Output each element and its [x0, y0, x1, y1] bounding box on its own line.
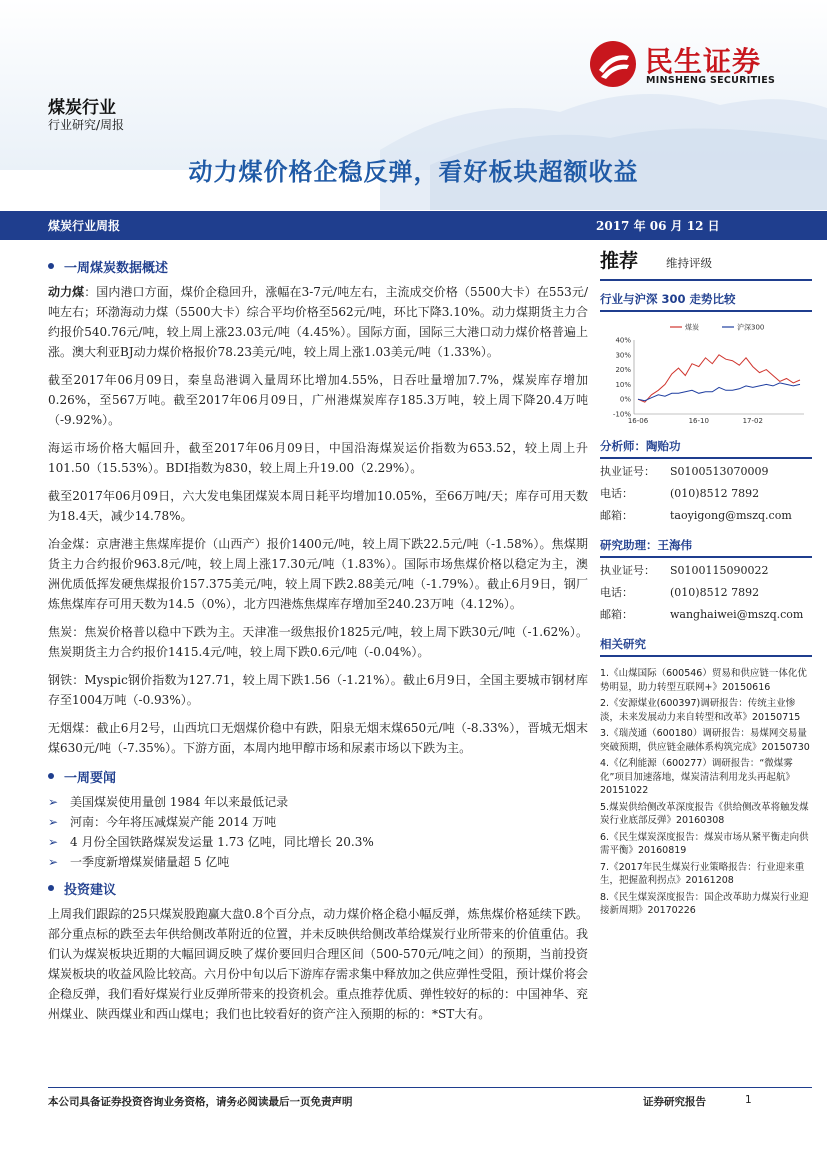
report-type: 行业研究/周报	[48, 118, 125, 132]
footer-label: 证券研究报告	[643, 1096, 706, 1108]
series-line-hs300	[638, 383, 800, 401]
assistant-email[interactable]: wanghaiwei@mszq.com	[670, 608, 804, 621]
section-advice-title: 投资建议	[64, 882, 117, 898]
y-tick-label: 20%	[615, 366, 631, 375]
footer-divider	[48, 1087, 812, 1088]
assistant-row: 执业证号： S0100115090022	[600, 564, 769, 577]
related-item: 6.《民生煤炭深度报告：煤炭市场从紧平衡走向供需平衡》20160819	[600, 831, 809, 856]
section-overview-title: 一周煤炭数据概述	[64, 260, 169, 276]
related-research-list	[600, 667, 812, 918]
arrow-bullet-icon: ➢	[48, 815, 59, 829]
bullet-icon	[48, 773, 54, 779]
bullet-icon	[48, 885, 54, 891]
sidebar	[600, 246, 812, 921]
analyst-row: 执业证号： S0100513070009	[600, 465, 769, 478]
footer-disclaimer: 本公司具备证券投资咨询业务资格，请务必阅读最后一页免责声明	[48, 1096, 353, 1108]
related-item: 4.《亿利能源（600277）调研报告：“微煤雾化”项目加速落地，煤炭清洁利用龙头再起航》20151022	[600, 758, 795, 796]
report-date: 2017 年 06 月 12 日	[596, 219, 720, 233]
arrow-bullet-icon: ➢	[48, 835, 59, 849]
related-item: 1.《山煤国际（600546）贸易和供应链一体化优势明显，助力转型互联网+》20150616	[600, 668, 807, 693]
paragraph-port-inventory: 截至2017年06月09日，秦皇岛港调入量周环比增加4.55%，日吞吐量增加7.7%，煤炭库存增加0.26%，至567万吨。截至2017年06月09日，广州港煤炭库存185.3万吨，较上周下降20.4万吨（-9.92%）。	[48, 373, 588, 427]
industry-label: 煤炭行业	[48, 98, 116, 118]
main-content	[48, 256, 588, 1032]
news-item: ➢ 4 月份全国铁路煤炭发运量 1.73 亿吨，同比增长 20.3%	[48, 832, 588, 852]
paragraph-steel: 钢铁：Myspic钢价指数为127.71，较上周下跌1.56（-1.21%）。截止6月9日，全国主要城市钢材库存至1004万吨（-0.93%）。	[48, 673, 588, 707]
related-heading: 相关研究	[600, 636, 812, 657]
news-item: ➢ 河南：今年将压减煤炭产能 2014 万吨	[48, 812, 588, 832]
performance-chart	[600, 318, 812, 428]
x-tick-label: 17-02	[742, 417, 763, 425]
assistant-row: 电话： (010)8512 7892	[600, 586, 760, 599]
rating-sub: 维持评级	[666, 256, 713, 270]
section-overview	[48, 256, 588, 276]
brand-name-en: MINSHENG SECURITIES	[646, 75, 776, 86]
related-item: 8.《民生煤炭深度报告：国企改革助力煤炭行业迎接新周期》20170226	[600, 891, 809, 916]
related-item: 3.《瑞茂通（600180）调研报告：易煤网交易量突破预期，供应链金融体系构筑完成》20150730	[600, 728, 810, 753]
lead-thermal-coal: 动力煤	[48, 285, 85, 299]
analyst-email[interactable]: taoyigong@mszq.com	[670, 509, 792, 522]
analyst-row: 邮箱： taoyigong@mszq.com	[600, 505, 812, 527]
related-item: 2.《安源煤业(600397)调研报告：传统主业惨淡，未来发展动力来自转型和改革》20150715	[600, 698, 801, 723]
rating-main: 推荐	[600, 250, 639, 272]
paragraph-investment-advice: 上周我们跟踪的25只煤炭股跑赢大盘0.8个百分点，动力煤价格企稳小幅反弹，炼焦煤价格延续下跌。部分重点标的跌至去年供给侧改革附近的位置，并未反映供给侧改革给煤炭行业所带来的价值重估。我们认为煤炭板块近期的大幅回调反映了煤价要回归合理区间（500-570元/吨之间）的预期，当前投资煤炭板块的收益风险比较高。六月份中旬以后下游库存需求集中释放加之供应弹性受阻，预计煤价将会企稳反弹，我们看好煤炭行业反弹所带来的投资机会。重点推荐优质、弹性较好的标的：中国神华、兖州煤业、陕西煤业和西山煤电；我们也比较看好的资产注入预期的标的：*ST大有。	[48, 907, 589, 1021]
chart-svg	[600, 318, 812, 428]
report-title: 动力煤价格企稳反弹，看好板块超额收益	[188, 158, 639, 186]
paragraph-coking-coal: 冶金煤：京唐港主焦煤库提价（山西产）报价1400元/吨，较上周下跌22.5元/吨（-1.58%）。焦煤期货主力合约报价963.8元/吨，较上周上涨17.30元/吨（1.83%）。国际市场焦煤价格以稳定为主，澳洲优质低挥发硬焦煤报价157.375美元/吨，较上周下跌2.88美元/吨（-1.79%）。截止6月9日，钢厂炼焦煤库存可用天数为14.5（0%），北方四港炼焦煤库存增加至240.23万吨（4.12%）。	[48, 537, 588, 611]
legend-label: 沪深300	[737, 323, 765, 332]
assistant-row: 邮箱： wanghaiwei@mszq.com	[600, 604, 812, 626]
report-series: 煤炭行业周报	[48, 219, 121, 233]
news-item: ➢ 美国煤炭使用量创 1984 年以来最低记录	[48, 792, 588, 812]
y-tick-label: 0%	[619, 395, 631, 404]
minsheng-logo-icon	[589, 40, 637, 88]
analyst-row: 电话： (010)8512 7892	[600, 487, 760, 500]
y-tick-label: 10%	[615, 380, 631, 389]
analyst-info	[600, 461, 812, 527]
page-number: 1	[745, 1094, 752, 1106]
section-news-title: 一周要闻	[64, 770, 117, 786]
assistant-info	[600, 560, 812, 626]
rating-box	[600, 246, 812, 281]
brand-name-cn: 民生证券	[645, 45, 762, 78]
y-tick-label: -10%	[612, 410, 631, 419]
paragraph-anthracite: 无烟煤：截止6月2号，山西坑口无烟煤价稳中有跌，阳泉无烟末煤650元/吨（-8.33%），晋城无烟末煤630元/吨（-7.35%）。下游方面，本周内地甲醇市场和尿素市场以下跌为主。	[48, 721, 588, 755]
legend-label: 煤炭	[685, 323, 699, 332]
series-line-coal	[638, 355, 800, 402]
arrow-bullet-icon: ➢	[48, 795, 59, 809]
arrow-bullet-icon: ➢	[48, 855, 59, 869]
x-tick-label: 16-10	[688, 417, 709, 425]
paragraph-thermal-coal	[48, 282, 588, 362]
analyst-heading: 分析师：陶贻功	[600, 438, 812, 459]
section-news	[48, 766, 588, 786]
x-tick-label: 16-06	[627, 417, 649, 425]
y-tick-label: 30%	[615, 351, 631, 360]
section-advice	[48, 878, 588, 898]
paragraph-coke: 焦炭：焦炭价格普以稳中下跌为主。天津准一级焦报价1825元/吨，较上周下跌30元/吨（-1.62%）。焦炭期货主力合约报价1415.4元/吨，较上周下跌0.6元/吨（-0.04%）。	[48, 625, 588, 659]
y-tick-label: 40%	[615, 336, 631, 345]
chart-heading: 行业与沪深 300 走势比较	[600, 291, 812, 312]
news-list	[48, 792, 588, 872]
bullet-icon	[48, 263, 54, 269]
related-item: 5.煤炭供给侧改革深度报告《供给侧改革将触发煤炭行业底部反弹》20160308	[600, 801, 809, 826]
news-item: ➢ 一季度新增煤炭储量超 5 亿吨	[48, 852, 588, 872]
related-item: 7.《2017年民生煤炭行业策略报告：行业迎来重生，把握盈利拐点》20161208	[600, 861, 805, 886]
assistant-heading: 研究助理：王海伟	[600, 537, 812, 558]
paragraph-freight: 海运市场价格大幅回升，截至2017年06月09日，中国沿海煤炭运价指数为653.52，较上周上升101.50（15.53%）。BDI指数为830，较上周上升19.00（2.29%）。	[48, 441, 588, 475]
paragraph-power-plants: 截至2017年06月09日，六大发电集团煤炭本周日耗平均增加10.05%，至66万吨/天；库存可用天数为18.4天，减少14.78%。	[48, 489, 588, 523]
paragraph-text: ：国内港口方面，煤价企稳回升，涨幅在3-7元/吨左右，主流成交价格（5500大卡）在553元/吨左右；环渤海动力煤（5500大卡）综合平均价格至562元/吨，环比下降3.10%。动力煤期货主力合约报价540.76元/吨，较上周上涨23.03元/吨（4.45%）。国际方面，国际三大港口动力煤价格普遍上涨。澳大利亚BJ动力煤价格报价78.23美元/吨，较上周上涨1.03美元/吨（1.33%）。	[48, 285, 588, 359]
